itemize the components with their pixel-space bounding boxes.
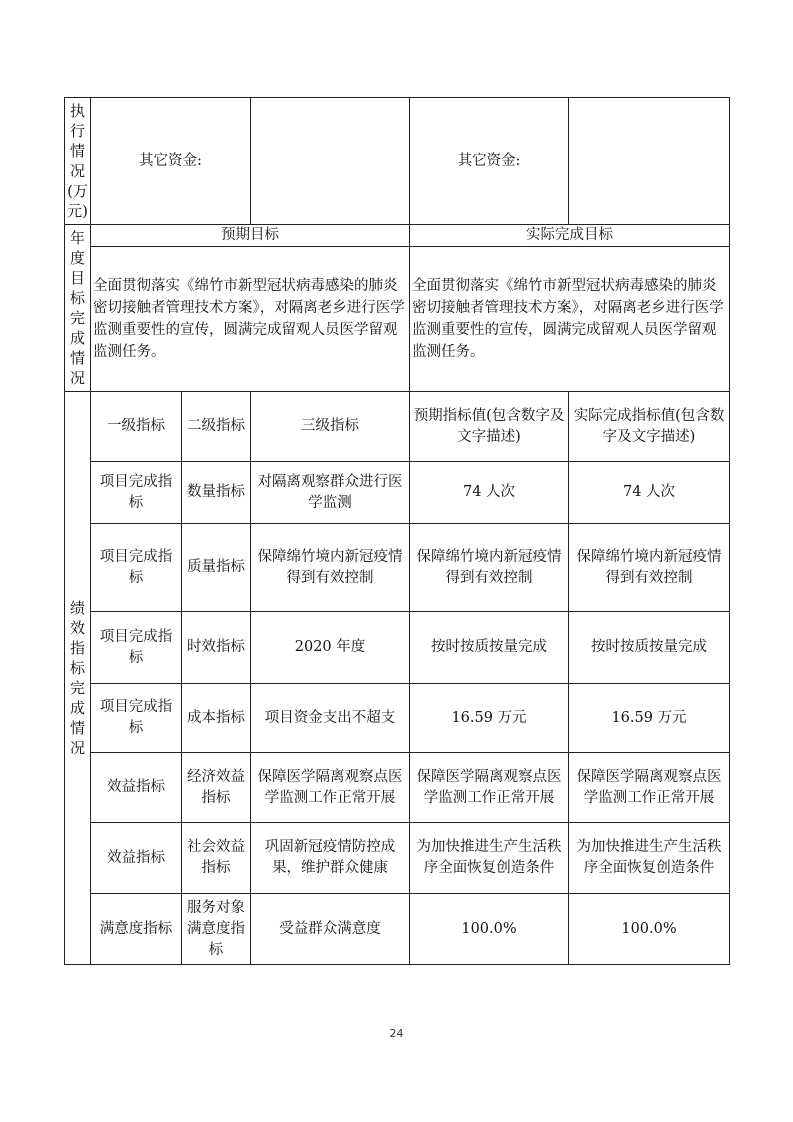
level3-cell: 受益群众满意度: [251, 894, 410, 965]
level1-cell: 项目完成指标: [91, 612, 182, 684]
level1-cell: 项目完成指标: [91, 462, 182, 524]
execution-right-label: 其它资金:: [410, 98, 569, 225]
actual-value-cell: 为加快推进生产生活秩序全面恢复创造条件: [569, 823, 730, 894]
level2-cell: 经济效益指标: [182, 753, 251, 823]
level1-cell: 项目完成指标: [91, 524, 182, 612]
execution-left-value: [251, 98, 410, 225]
level2-cell: 社会效益指标: [182, 823, 251, 894]
level1-cell: 效益指标: [91, 823, 182, 894]
execution-row: [65, 98, 730, 225]
planned-value-cell: 为加快推进生产生活秩序全面恢复创造条件: [410, 823, 569, 894]
table-row: [65, 612, 730, 684]
level1-cell: 效益指标: [91, 753, 182, 823]
planned-value-cell: 保障绵竹境内新冠疫情得到有效控制: [410, 524, 569, 612]
actual-value-cell: 100.0%: [569, 894, 730, 965]
table-row: [65, 684, 730, 753]
level2-cell: 质量指标: [182, 524, 251, 612]
execution-row-label: 执行情况(万元): [65, 98, 91, 225]
level2-cell: 数量指标: [182, 462, 251, 524]
level3-cell: 巩固新冠疫情防控成果，维护群众健康: [251, 823, 410, 894]
actual-value-cell: 74 人次: [569, 462, 730, 524]
level1-cell: 项目完成指标: [91, 684, 182, 753]
header-planned-value: 预期指标值(包含数字及文字描述): [410, 392, 569, 462]
annual-goal-row-label: 年度目标完成情况: [65, 225, 91, 392]
planned-value-cell: 保障医学隔离观察点医学监测工作正常开展: [410, 753, 569, 823]
level2-cell: 成本指标: [182, 684, 251, 753]
execution-left-label: 其它资金:: [91, 98, 251, 225]
actual-goal-text: 全面贯彻落实《绵竹市新型冠状病毒感染的肺炎密切接触者管理技术方案》，对隔离老乡进行医学监测重要性的宣传，圆满完成留观人员医学留观监测任务。: [410, 247, 730, 392]
actual-value-cell: 16.59 万元: [569, 684, 730, 753]
level3-cell: 2020 年度: [251, 612, 410, 684]
level3-cell: 项目资金支出不超支: [251, 684, 410, 753]
planned-value-cell: 16.59 万元: [410, 684, 569, 753]
level1-cell: 满意度指标: [91, 894, 182, 965]
table-row: [65, 524, 730, 612]
actual-goal-header: 实际完成目标: [410, 225, 730, 247]
actual-value-cell: 按时按质按量完成: [569, 612, 730, 684]
performance-row-label: 绩效指标完成情况: [65, 392, 91, 965]
execution-right-value: [569, 98, 730, 225]
planned-goal-text: 全面贯彻落实《绵竹市新型冠状病毒感染的肺炎密切接触者管理技术方案》，对隔离老乡进行医学监测重要性的宣传，圆满完成留观人员医学留观监测任务。: [91, 247, 410, 392]
page-number: 24: [389, 1027, 404, 1040]
annual-goal-header-row: [65, 225, 730, 247]
level2-cell: 服务对象满意度指标: [182, 894, 251, 965]
header-level1: 一级指标: [91, 392, 182, 462]
actual-value-cell: 保障医学隔离观察点医学监测工作正常开展: [569, 753, 730, 823]
level3-cell: 对隔离观察群众进行医学监测: [251, 462, 410, 524]
planned-goal-header: 预期目标: [91, 225, 410, 247]
planned-value-cell: 按时按质按量完成: [410, 612, 569, 684]
header-level3: 三级指标: [251, 392, 410, 462]
actual-value-cell: 保障绵竹境内新冠疫情得到有效控制: [569, 524, 730, 612]
header-actual-value: 实际完成指标值(包含数字及文字描述): [569, 392, 730, 462]
level2-cell: 时效指标: [182, 612, 251, 684]
annual-goal-text-row: [65, 247, 730, 392]
table-row: [65, 823, 730, 894]
performance-header-row: [65, 392, 730, 462]
planned-value-cell: 74 人次: [410, 462, 569, 524]
table-row: [65, 462, 730, 524]
level3-cell: 保障医学隔离观察点医学监测工作正常开展: [251, 753, 410, 823]
table-row: [65, 753, 730, 823]
planned-value-cell: 100.0%: [410, 894, 569, 965]
table-row: [65, 894, 730, 965]
header-level2: 二级指标: [182, 392, 251, 462]
level3-cell: 保障绵竹境内新冠疫情得到有效控制: [251, 524, 410, 612]
performance-table: [64, 97, 730, 965]
